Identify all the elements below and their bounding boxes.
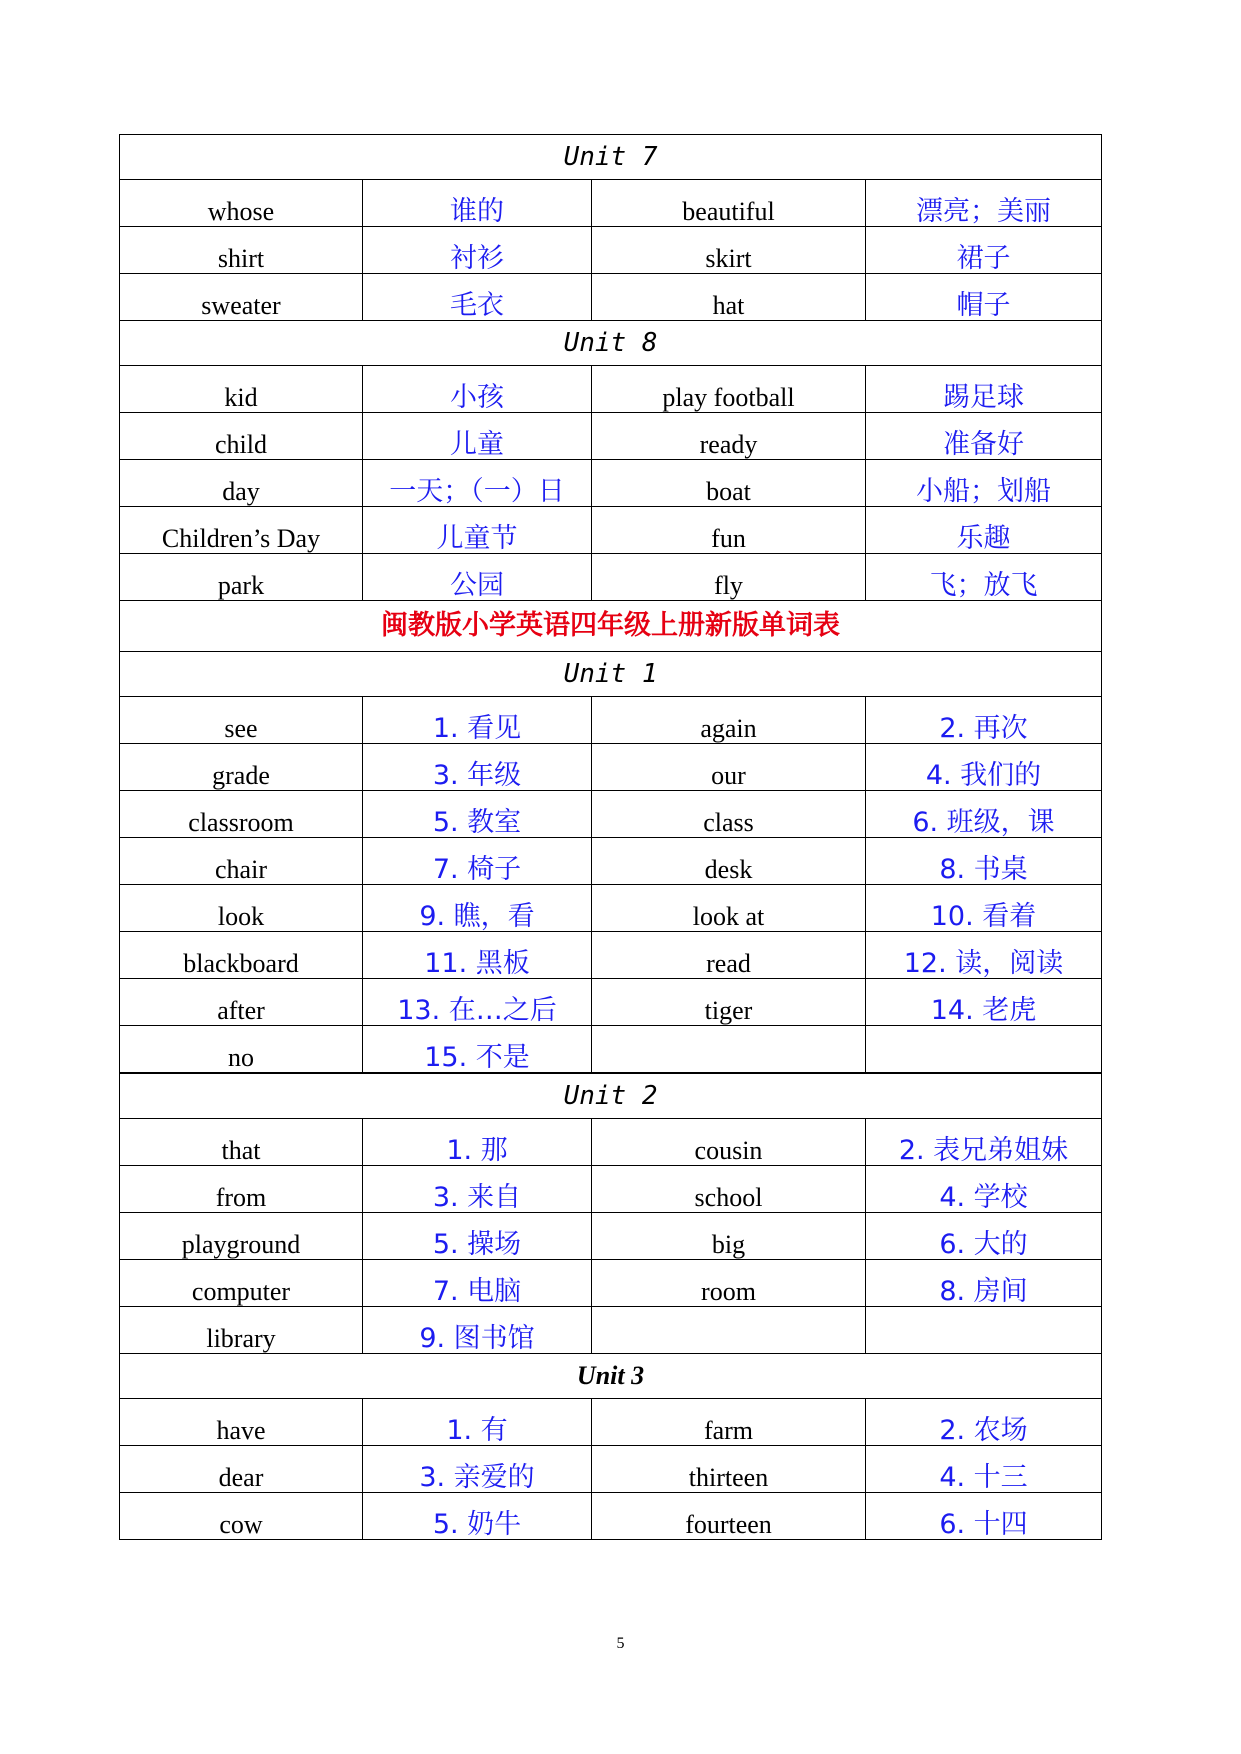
table-row: [120, 1166, 1102, 1213]
english-word: boat: [592, 460, 866, 507]
chinese-meaning: 3. 年级: [363, 744, 592, 791]
chinese-meaning: 漂亮；美丽: [866, 180, 1102, 227]
table-row: [120, 932, 1102, 979]
unit-header-row: [120, 135, 1102, 180]
chinese-meaning: 1. 那: [363, 1119, 592, 1166]
chinese-meaning: 2. 表兄弟姐妹: [866, 1119, 1102, 1166]
vocabulary-table: [119, 134, 1102, 1540]
table-row: [120, 554, 1102, 601]
table-row: [120, 460, 1102, 507]
table-row: [120, 507, 1102, 554]
chinese-meaning: 儿童节: [363, 507, 592, 554]
english-word: look: [120, 885, 363, 932]
chinese-meaning: 帽子: [866, 274, 1102, 321]
chinese-meaning: 4. 我们的: [866, 744, 1102, 791]
table-row: [120, 1493, 1102, 1540]
english-word: no: [120, 1026, 363, 1074]
english-word: playground: [120, 1213, 363, 1260]
chinese-meaning: 14. 老虎: [866, 979, 1102, 1026]
chinese-meaning: 5. 奶牛: [363, 1493, 592, 1540]
chinese-meaning: 3. 来自: [363, 1166, 592, 1213]
english-word: fourteen: [592, 1493, 866, 1540]
chinese-meaning: 8. 书桌: [866, 838, 1102, 885]
table-row: [120, 791, 1102, 838]
table-row: [120, 366, 1102, 413]
unit-header-row: [120, 1354, 1102, 1399]
chinese-meaning: 4. 学校: [866, 1166, 1102, 1213]
english-word: class: [592, 791, 866, 838]
chinese-meaning: 10. 看着: [866, 885, 1102, 932]
chinese-meaning: 15. 不是: [363, 1026, 592, 1074]
english-word: play football: [592, 366, 866, 413]
unit-header-row: [120, 321, 1102, 366]
english-word: sweater: [120, 274, 363, 321]
english-word: beautiful: [592, 180, 866, 227]
table-row: [120, 885, 1102, 932]
unit-header-row: [120, 1073, 1102, 1119]
english-word: chair: [120, 838, 363, 885]
unit-header-row: [120, 652, 1102, 697]
table-row: [120, 697, 1102, 744]
table-row: [120, 413, 1102, 460]
english-word: look at: [592, 885, 866, 932]
table-row: [120, 1446, 1102, 1493]
english-word: farm: [592, 1399, 866, 1446]
table-row: [120, 979, 1102, 1026]
chinese-meaning: 7. 椅子: [363, 838, 592, 885]
chinese-meaning: 3. 亲爱的: [363, 1446, 592, 1493]
chinese-meaning: 小孩: [363, 366, 592, 413]
english-word: day: [120, 460, 363, 507]
english-word: hat: [592, 274, 866, 321]
chinese-meaning: 6. 班级，课: [866, 791, 1102, 838]
chinese-meaning: [866, 1307, 1102, 1354]
unit-title: Unit 3: [120, 1354, 1102, 1399]
english-word: ready: [592, 413, 866, 460]
english-word: room: [592, 1260, 866, 1307]
english-word: see: [120, 697, 363, 744]
table-row: [120, 1119, 1102, 1166]
chinese-meaning: [866, 1026, 1102, 1074]
english-word: grade: [120, 744, 363, 791]
unit-title: Unit 7: [120, 135, 1102, 180]
english-word: thirteen: [592, 1446, 866, 1493]
chinese-meaning: 9. 瞧，看: [363, 885, 592, 932]
english-word: read: [592, 932, 866, 979]
table-row: [120, 1307, 1102, 1354]
english-word: our: [592, 744, 866, 791]
chinese-meaning: 裙子: [866, 227, 1102, 274]
chinese-meaning: 踢足球: [866, 366, 1102, 413]
chinese-meaning: 乐趣: [866, 507, 1102, 554]
chinese-meaning: 衬衫: [363, 227, 592, 274]
english-word: cousin: [592, 1119, 866, 1166]
english-word: whose: [120, 180, 363, 227]
table-row: [120, 1260, 1102, 1307]
chinese-meaning: 儿童: [363, 413, 592, 460]
english-word: blackboard: [120, 932, 363, 979]
chinese-meaning: 4. 十三: [866, 1446, 1102, 1493]
english-word: after: [120, 979, 363, 1026]
english-word: library: [120, 1307, 363, 1354]
english-word: fun: [592, 507, 866, 554]
english-word: Children’s Day: [120, 507, 363, 554]
chinese-meaning: 毛衣: [363, 274, 592, 321]
unit-title: Unit 1: [120, 652, 1102, 697]
page-number: 5: [616, 1635, 625, 1652]
chinese-meaning: 谁的: [363, 180, 592, 227]
table-row: [120, 744, 1102, 791]
english-word: child: [120, 413, 363, 460]
english-word: again: [592, 697, 866, 744]
english-word: have: [120, 1399, 363, 1446]
chinese-meaning: 公园: [363, 554, 592, 601]
table-row: [120, 180, 1102, 227]
chinese-meaning: 1. 看见: [363, 697, 592, 744]
english-word: school: [592, 1166, 866, 1213]
chinese-meaning: 7. 电脑: [363, 1260, 592, 1307]
english-word: computer: [120, 1260, 363, 1307]
unit-title: Unit 2: [120, 1073, 1102, 1119]
table-row: [120, 1026, 1102, 1074]
section-banner: [120, 601, 1102, 652]
chinese-meaning: 准备好: [866, 413, 1102, 460]
unit-title: Unit 8: [120, 321, 1102, 366]
chinese-meaning: 5. 教室: [363, 791, 592, 838]
english-word: fly: [592, 554, 866, 601]
table-row: [120, 838, 1102, 885]
english-word: big: [592, 1213, 866, 1260]
chinese-meaning: 2. 再次: [866, 697, 1102, 744]
english-word: from: [120, 1166, 363, 1213]
chinese-meaning: 13. 在…之后: [363, 979, 592, 1026]
table-row: [120, 1399, 1102, 1446]
english-word: skirt: [592, 227, 866, 274]
table-row: [120, 274, 1102, 321]
chinese-meaning: 1. 有: [363, 1399, 592, 1446]
chinese-meaning: 小船；划船: [866, 460, 1102, 507]
chinese-meaning: 8. 房间: [866, 1260, 1102, 1307]
english-word: cow: [120, 1493, 363, 1540]
chinese-meaning: 6. 大的: [866, 1213, 1102, 1260]
chinese-meaning: 12. 读，阅读: [866, 932, 1102, 979]
chinese-meaning: 6. 十四: [866, 1493, 1102, 1540]
table-row: [120, 227, 1102, 274]
english-word: kid: [120, 366, 363, 413]
english-word: that: [120, 1119, 363, 1166]
english-word: shirt: [120, 227, 363, 274]
english-word: tiger: [592, 979, 866, 1026]
english-word: park: [120, 554, 363, 601]
banner-title: 闽教版小学英语四年级上册新版单词表: [120, 601, 1102, 652]
table-row: [120, 1213, 1102, 1260]
chinese-meaning: 飞；放飞: [866, 554, 1102, 601]
english-word: [592, 1026, 866, 1074]
chinese-meaning: 9. 图书馆: [363, 1307, 592, 1354]
chinese-meaning: 5. 操场: [363, 1213, 592, 1260]
chinese-meaning: 11. 黑板: [363, 932, 592, 979]
english-word: dear: [120, 1446, 363, 1493]
chinese-meaning: 一天；（一）日: [363, 460, 592, 507]
english-word: classroom: [120, 791, 363, 838]
english-word: [592, 1307, 866, 1354]
chinese-meaning: 2. 农场: [866, 1399, 1102, 1446]
english-word: desk: [592, 838, 866, 885]
